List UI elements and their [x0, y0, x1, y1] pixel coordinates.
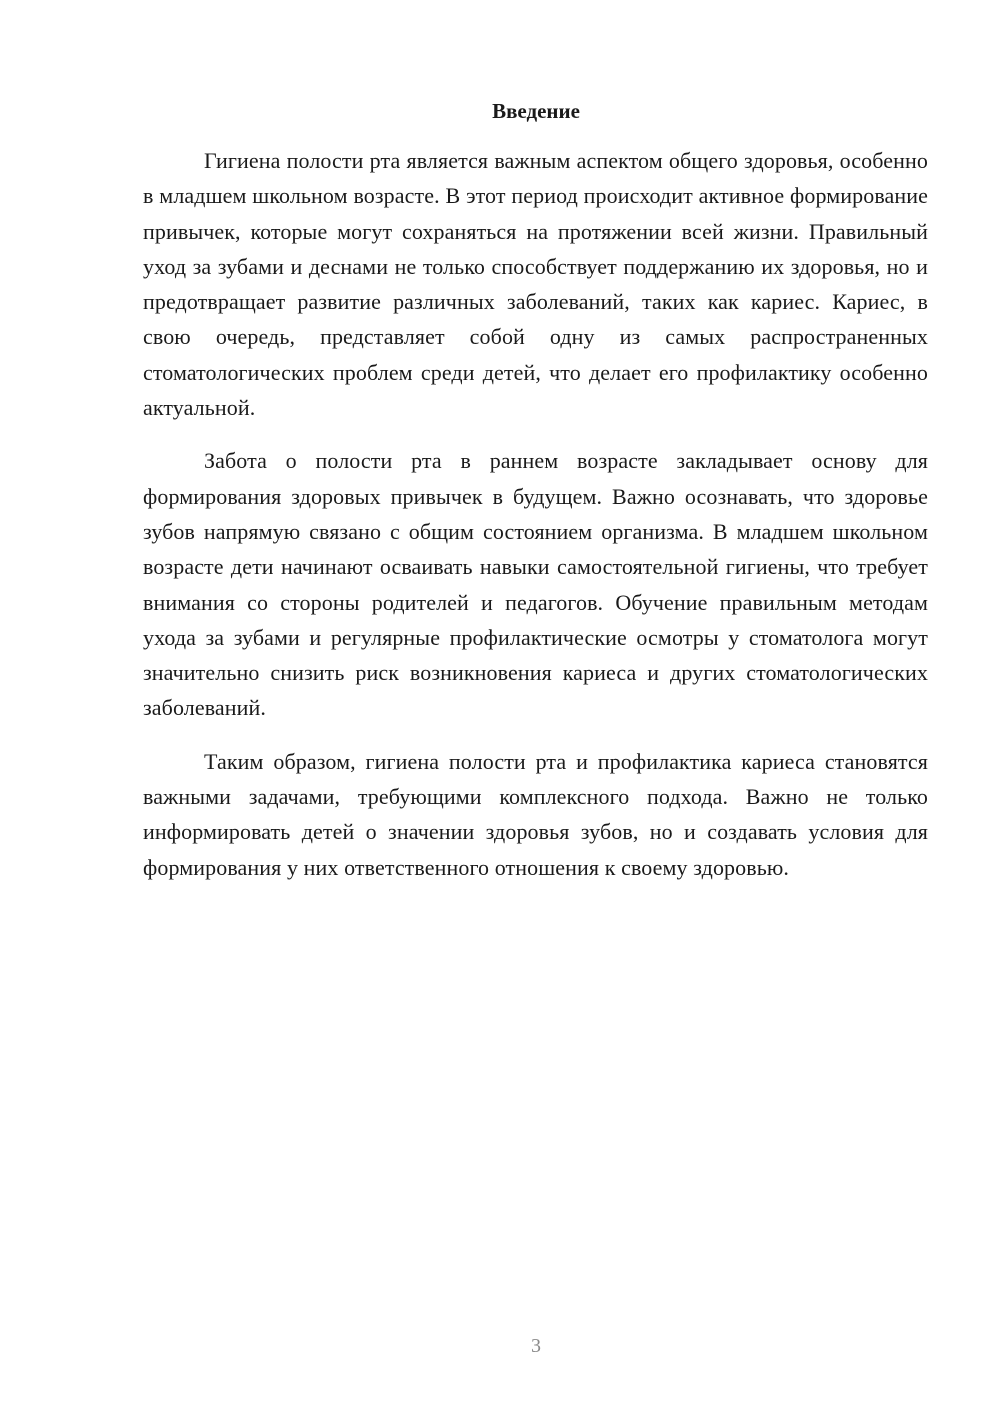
- paragraph-3: Таким образом, гигиена полости рта и профилактика кариеса становятся важными задачами, требующими комплексного подхода. Важно не только информировать детей о значении здоровья зубов, но и создавать условия для формирования у них ответственного отношения к своему здоровью.: [143, 748, 928, 880]
- body-text: [143, 143, 928, 903]
- section-heading: Введение: [492, 99, 580, 123]
- page-number: 3: [531, 1335, 541, 1357]
- paragraph-2: Забота о полости рта в раннем возрасте закладывает основу для формирования здоровых привычек в будущем. Важно осознавать, что здоровье зубов напрямую связано с общим состоянием организма. В младшем школьном возрасте дети начинают осваивать навыки самостоятельной гигиены, что требует внимания со стороны родителей и педагогов. Обучение правильным методам ухода за зубами и регулярные профилактические осмотры у стоматолога могут значительно снизить риск возникновения кариеса и других стоматологических заболеваний.: [143, 448, 928, 721]
- paragraph-1: Гигиена полости рта является важным аспектом общего здоровья, особенно в младшем школьном возрасте. В этот период происходит активное формирование привычек, которые могут сохраняться на протяжении всей жизни. Правильный уход за зубами и деснами не только способствует поддержанию их здоровья, но и предотвращает развитие различных заболеваний, таких как кариес. Кариес, в свою очередь, представляет собой одну из самых распространенных стоматологических проблем среди детей, что делает его профилактику особенно актуальной.: [143, 148, 928, 421]
